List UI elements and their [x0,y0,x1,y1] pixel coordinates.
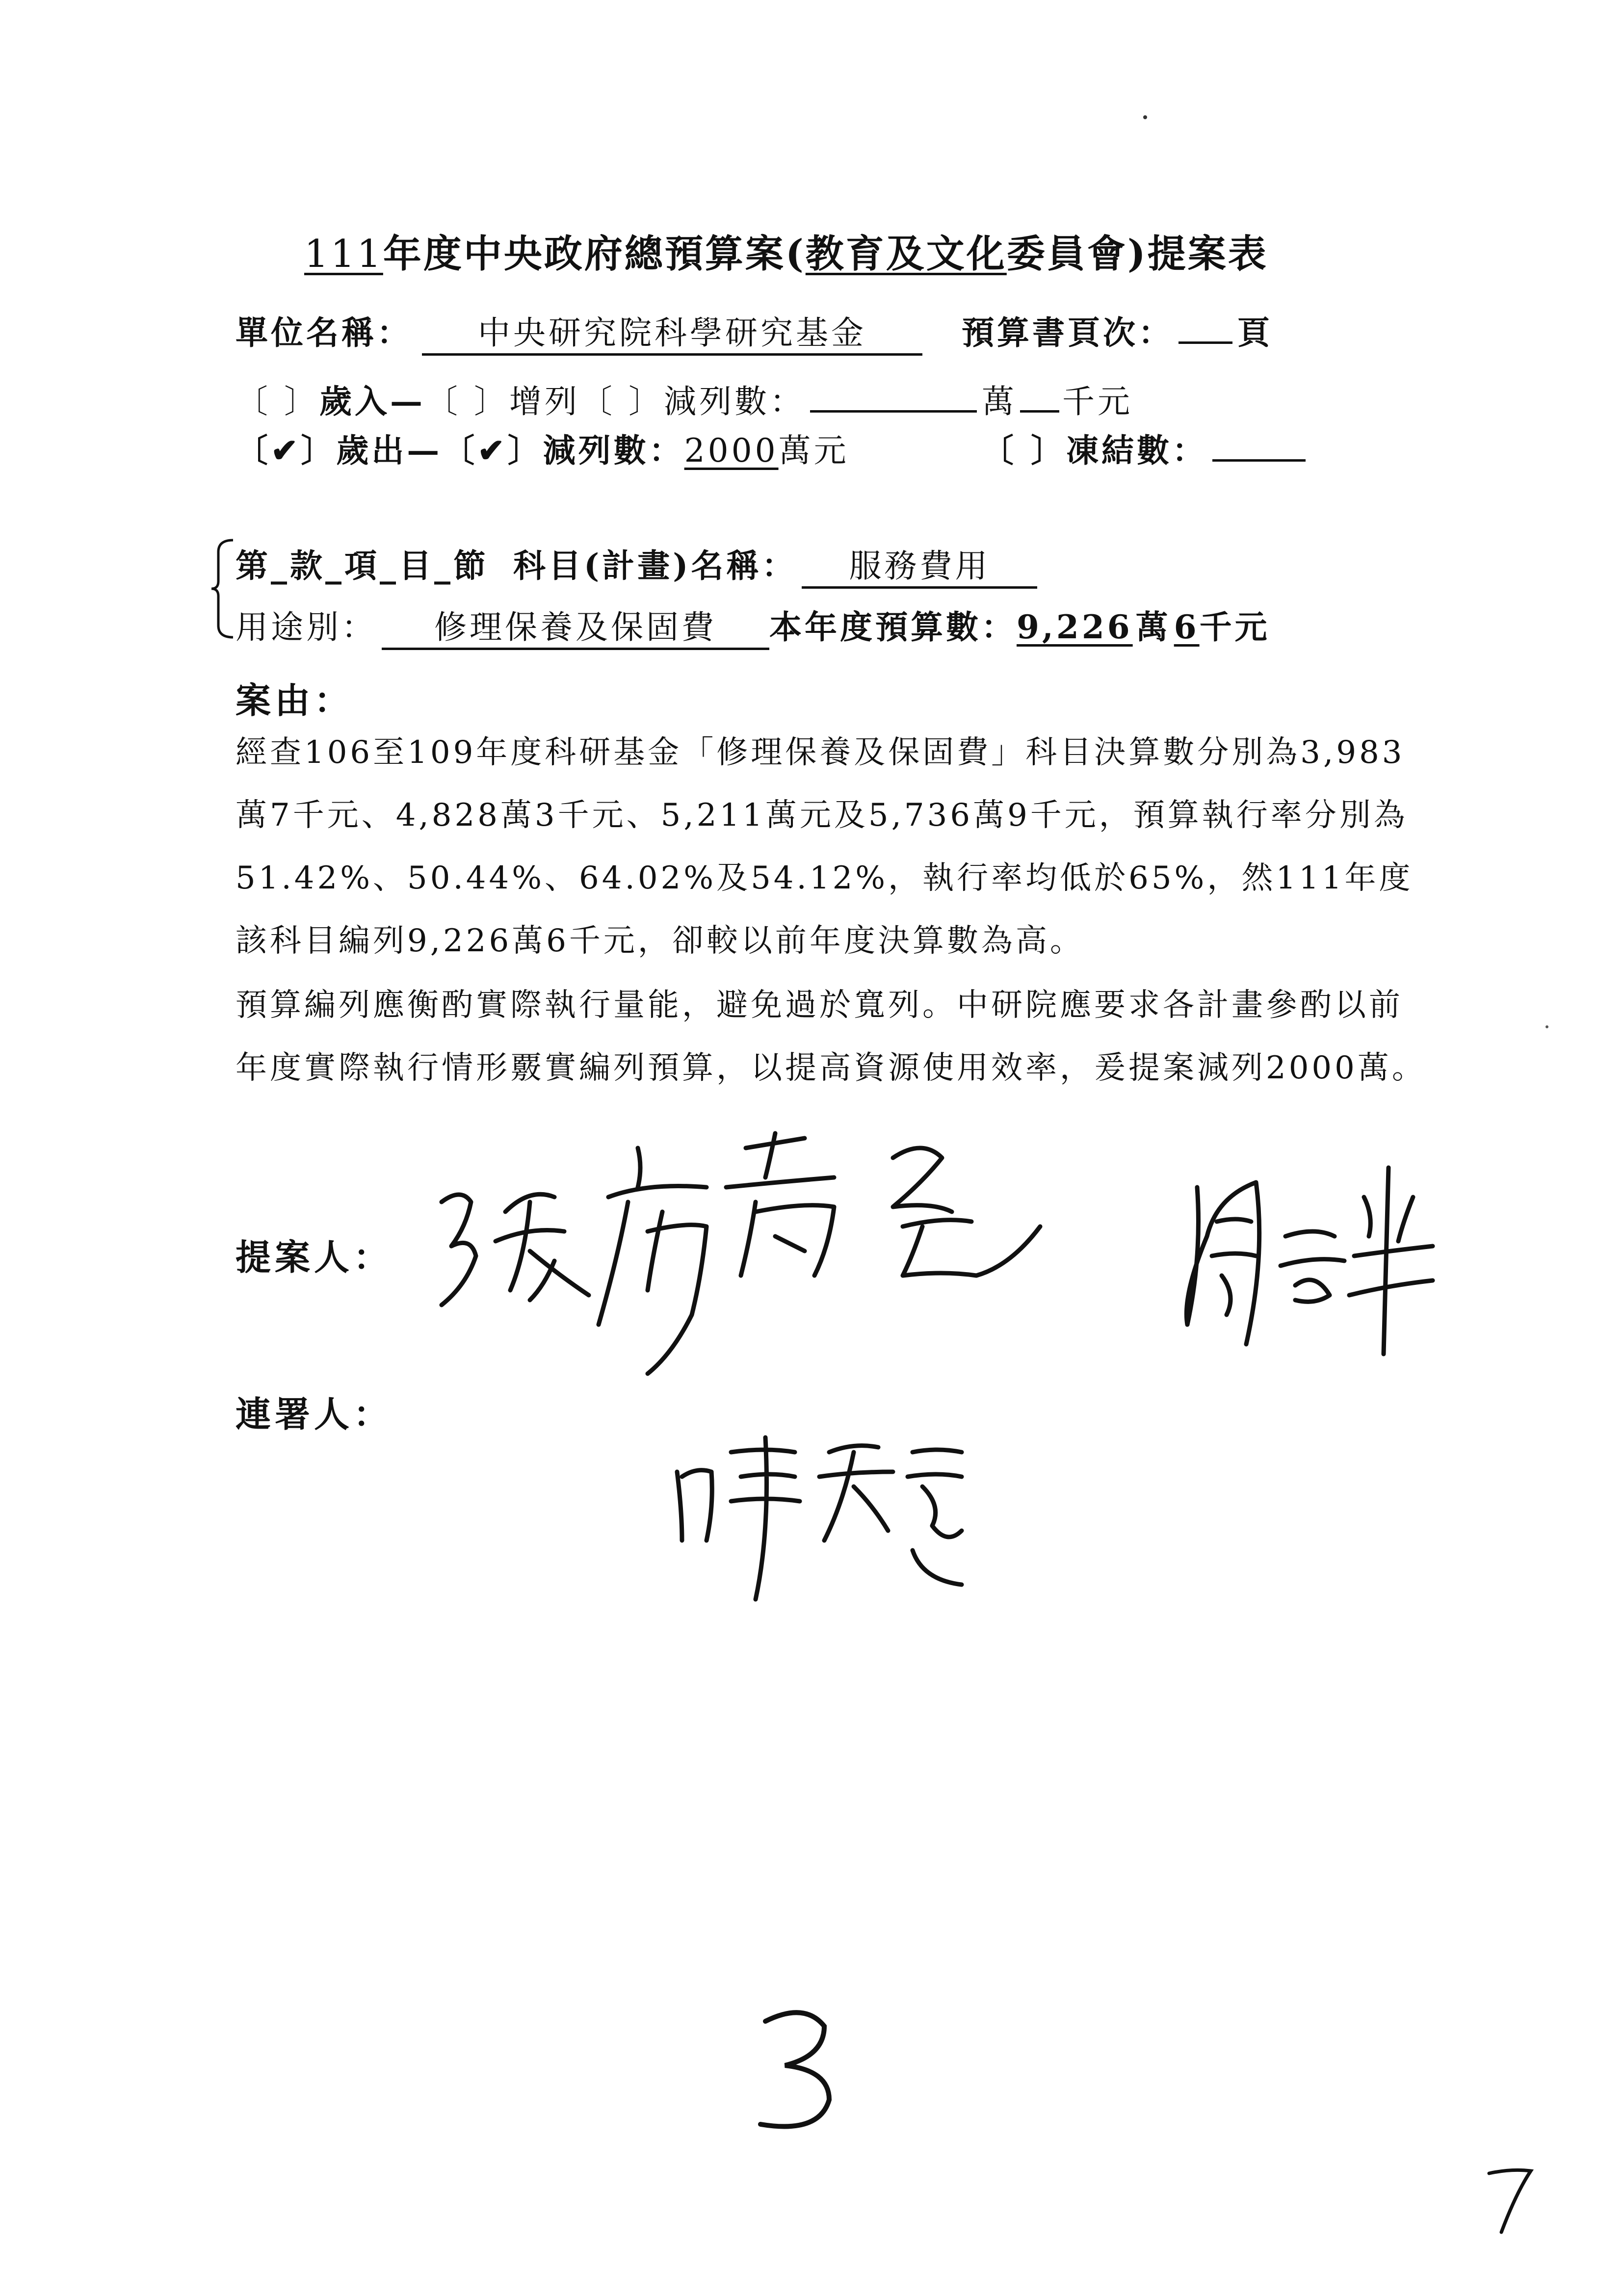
revenue-wan: 萬 [981,383,1017,420]
revenue-increase: 〔 〕增列 [425,383,580,420]
purpose-label: 用途別： [236,608,377,646]
reason-paragraph-1: 經查106至109年度科研基金「修理保養及保固費」科目決算數分別為3,983萬7千元、4,828萬3千元、5,211萬元及5,736萬9千元，預算執行率分別為51.42%、50.44%、64.02%及54.12%，執行率均低於65%，然111年度該科目編列9,226萬6千元，卻較以前年度決算數為高。 [236,734,1414,959]
reason-heading: 案由： [236,679,354,721]
proposer-signature-2 [1168,1158,1442,1374]
expense-label: 歲出— [336,431,443,470]
unit-value: 中央研究院科學研究基金 [478,314,866,352]
expense-decrease-label: 減列數： [543,431,684,470]
budget-page-label: 預算書頁次： [962,313,1174,352]
budget-wan-value: 9,226 [1017,608,1133,646]
revenue-checkbox: 〔 〕 [236,383,319,420]
purpose-value: 修理保養及保固費 [434,608,717,646]
revenue-label: 歲入— [319,382,425,420]
expense-row [236,424,849,471]
expense-amount-unit: 萬元 [778,432,849,470]
handwritten-number-3-drawing [746,2002,844,2139]
unit-row [236,307,922,356]
corner-number-7-drawing [1482,2164,1541,2237]
subject-name-label: 科目(計畫)名稱： [513,547,797,585]
budget-thousand-value: 6 [1174,608,1200,646]
purpose-row [236,601,1270,650]
title-main: 年度中央政府總預算案( [383,232,806,276]
corner-page-number [1482,2164,1541,2237]
handwritten-number [746,2002,844,2139]
expense-amount: 2000 [684,432,779,470]
title-tail: 委員會)提案表 [1006,232,1268,276]
revenue-decrease: 〔 〕減列數： [579,383,805,420]
freeze-row [981,424,1306,471]
committee-name: 教育及文化 [805,232,1007,276]
cosigner-label: 連署人： [236,1393,393,1435]
revenue-row [236,375,1133,422]
expense-checkbox: 〔✔〕 [236,431,337,470]
reason-paragraph-2: 預算編列應衡酌實際執行量能，避免過於寬列。中研院應要求各計畫參酌以前年度實際執行情形覈實編列預算，以提高資源使用效率，爰提案減列2000萬。 [236,987,1426,1086]
scan-speck [1143,115,1147,119]
budget-page-row [962,307,1273,353]
budget-page-unit: 頁 [1237,313,1273,352]
proposer-signature-1 [432,1128,1119,1413]
fiscal-year: 111 [304,232,383,276]
freeze-label: 〔 〕凍結數： [981,431,1207,470]
scan-speck [1545,1025,1548,1028]
revenue-thousand: 千元 [1062,383,1133,420]
form-title [304,223,1268,278]
subject-name-value: 服務費用 [849,547,991,585]
expense-decrease-box: 〔✔〕 [442,431,543,470]
unit-label: 單位名稱： [236,313,412,352]
cosigner-signature [667,1433,971,1609]
subject-prefix: 第_款_項_目_節 [236,547,489,585]
subject-brace [209,537,238,640]
proposer-label: 提案人： [236,1236,393,1278]
budget-wan-unit: 萬 [1135,608,1171,646]
budget-thousand-unit: 千元 [1199,608,1270,646]
budget-label: 本年度預算數： [769,608,1017,646]
subject-row [236,540,1037,589]
